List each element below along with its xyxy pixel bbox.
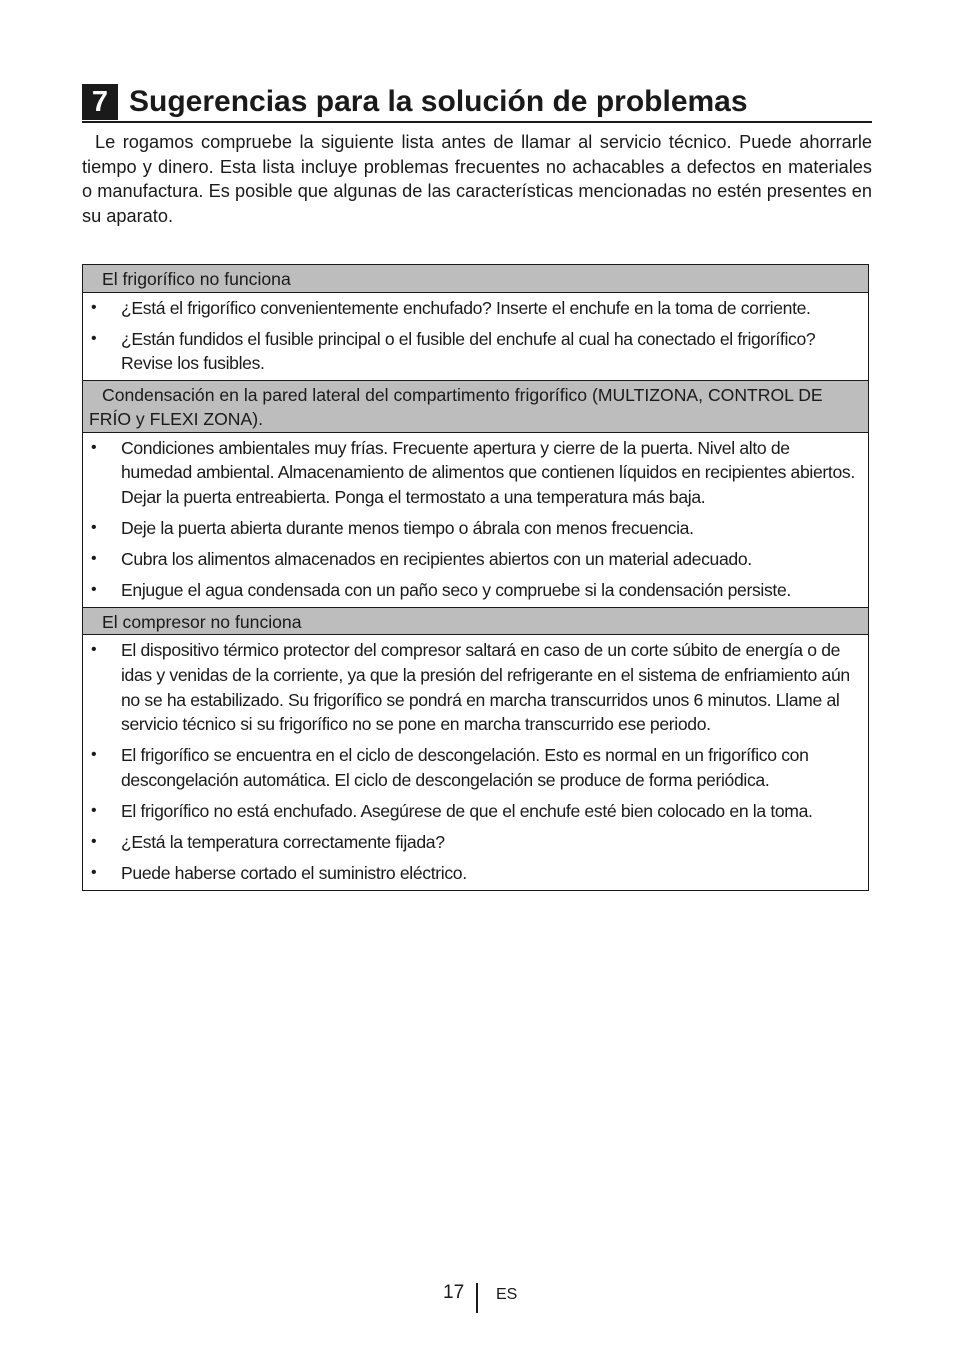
list-item-text: Cubra los alimentos almacenados en recipientes abiertos con un material adecuado. <box>121 549 752 570</box>
list-item-text: El frigorífico no está enchufado. Asegúrese de que el enchufe esté bien colocado en la toma. <box>121 800 813 821</box>
bullet-icon: • <box>91 329 97 347</box>
section-header-compressor-not-working: El compresor no funciona <box>83 608 868 636</box>
list-item-text: Puede haberse cortado el suministro eléctrico. <box>121 863 467 884</box>
section-header-fridge-not-working: El frigorífico no funciona <box>83 265 868 293</box>
section-body-condensation <box>83 433 868 608</box>
bullet-icon: • <box>91 746 97 764</box>
list-item <box>83 296 864 321</box>
list-item <box>83 578 864 603</box>
list-item <box>83 436 864 510</box>
bullet-icon: • <box>91 438 97 456</box>
page-number: 17 <box>443 1282 465 1303</box>
list-item-text: ¿Está el frigorífico convenientemente enchufado? Inserte el enchufe en la toma de corriente. <box>121 297 811 318</box>
bullet-icon: • <box>91 641 97 659</box>
section-body-fridge-not-working <box>83 293 868 381</box>
list-item <box>83 830 864 855</box>
section-header-condensation: Condensación en la pared lateral del compartimento frigorífico (MULTIZONA, CONTROL DE FRÍO y FLEXI ZONA). <box>83 381 868 433</box>
list-item <box>83 516 864 541</box>
list-item <box>83 799 864 824</box>
list-item-text: ¿Están fundidos el fusible principal o el fusible del enchufe al cual ha conectado el frigorífico? Revise los fusibles. <box>121 328 816 374</box>
bullet-icon: • <box>91 864 97 882</box>
list-item-text: El dispositivo térmico protector del compresor saltará en caso de un corte súbito de energía o de idas y venidas de la corriente, ya que la presión del refrigerante en el sistema de enfriamiento aún no se ha estabilizado. Su frigorífico se pondrá en marcha transcurridos unos 6 minutos. Llame al servicio técnico si su frigorífico no se pone en marcha transcurrido ese periodo. <box>121 640 850 735</box>
language-code: ES <box>496 1286 518 1303</box>
bullet-icon: • <box>91 801 97 819</box>
bullet-icon: • <box>91 581 97 599</box>
section-heading <box>82 82 872 123</box>
list-item <box>83 743 864 792</box>
list-item-text: Condiciones ambientales muy frías. Frecuente apertura y cierre de la puerta. Nivel alto de humedad ambiental. Almacenamiento de alimentos que contienen líquidos en recipientes abiertos. Dejar la puerta entreabierta. Ponga el termostato a una temperatura más baja. <box>121 437 855 507</box>
list-item-text: ¿Está la temperatura correctamente fijada? <box>121 832 445 852</box>
page-title: Sugerencias para la solución de problemas <box>129 85 748 118</box>
list-item <box>83 327 864 376</box>
list-item <box>83 861 864 886</box>
list-item-text: El frigorífico se encuentra en el ciclo de descongelación. Esto es normal en un frigorífico con descongelación automática. El ciclo de descongelación se produce de forma periódica. <box>121 745 809 790</box>
bullet-icon: • <box>91 833 97 850</box>
list-item-text: Deje la puerta abierta durante menos tiempo o ábrala con menos frecuencia. <box>121 518 694 539</box>
troubleshooting-table <box>82 264 869 891</box>
intro-paragraph: Le rogamos compruebe la siguiente lista antes de llamar al servicio técnico. Puede ahorrarle tiempo y dinero. Esta lista incluye problemas frecuentes no achacables a defectos en materiales o manufactura. Es posible que algunas de las características mencionadas no estén presentes en su aparato. <box>82 132 872 226</box>
section-body-compressor-not-working <box>83 635 868 889</box>
list-item <box>83 547 864 572</box>
list-item <box>83 638 864 736</box>
list-item-text: Enjugue el agua condensada con un paño seco y compruebe si la condensación persiste. <box>121 580 791 601</box>
bullet-icon: • <box>91 550 97 568</box>
footer-divider <box>476 1283 478 1313</box>
section-number-badge: 7 <box>82 84 118 120</box>
bullet-icon: • <box>91 298 97 316</box>
bullet-icon: • <box>91 519 97 537</box>
